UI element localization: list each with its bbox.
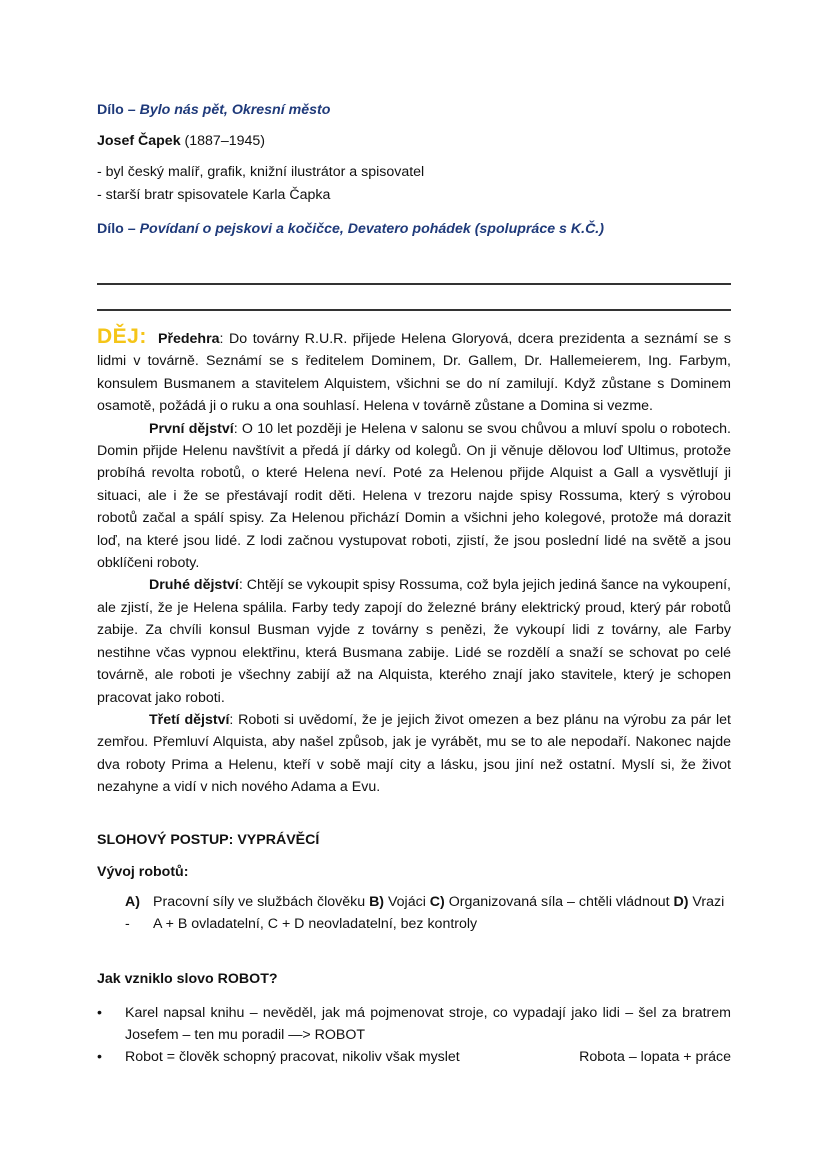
origin-item-2 bbox=[97, 1046, 731, 1068]
item-text: Karel napsal knihu – nevěděl, jak má pojmenovat stroje, co vypadají jako lidi – šel za bratrem Josefem – ten mu poradil —> ROBOT bbox=[125, 1005, 731, 1043]
list-marker: A) bbox=[125, 894, 140, 910]
inline-marker: D) bbox=[673, 894, 689, 910]
plot-act-2 bbox=[97, 574, 731, 708]
item-text: Organizovaná síla – chtěli vládnout bbox=[444, 894, 674, 910]
origin-item-1 bbox=[97, 1002, 731, 1046]
section-heading: Třetí dějství bbox=[149, 711, 230, 728]
author-years: (1887–1945) bbox=[180, 133, 265, 149]
robots-item-note bbox=[125, 913, 731, 935]
section-text: : Do továrny R.U.R. přijede Helena Gloryová, dcera prezidenta a seznámí se s lidmi v továrně. Seznámí se s ředitelem Dominem, Dr. Gallem, Dr. Hallemeierem, Ing. Farbym, konsulem Busmanem a stavitelem Alquistem, všichni se do ní zamilují. Když zůstane s Dominem osamotě, požádá ji o ruku a ona souhlasí. Helena v továrně zůstane a Domina si vezme. bbox=[97, 331, 731, 415]
author-name: Josef Čapek bbox=[97, 133, 181, 149]
style-heading: SLOHOVÝ POSTUP: VYPRÁVĚCÍ bbox=[97, 832, 320, 848]
item-text: Vojáci bbox=[384, 894, 430, 910]
plot-act-3 bbox=[97, 709, 731, 799]
divider-rule-2 bbox=[97, 309, 731, 311]
work-line-2 bbox=[97, 218, 731, 240]
dash-marker: - bbox=[125, 916, 130, 932]
section-heading: Předehra bbox=[157, 331, 220, 347]
robots-item-abcd bbox=[125, 891, 731, 913]
item-text: Vrazi bbox=[688, 894, 725, 910]
plot-prelude bbox=[97, 326, 731, 418]
section-heading: První dějství bbox=[149, 420, 234, 437]
divider-rule-1 bbox=[97, 283, 731, 285]
work-titles: Povídaní o pejskovi a kočičce, Devatero pohádek (spolupráce s K.Č.) bbox=[139, 221, 604, 237]
section-text: : O 10 let později je Helena v salonu se svou chůvou a mluví spolu o robotech. Domin přijde Helenu navštívit a předá jí dárky od kolegů. On ji věnuje dělovou loď Ultimus, protože probíhá revolta robotů, o které Helena neví. Poté za Helenou přijde Alquist a Gall a vysvětlují ji situaci, ale i že se přestávají rodit děti. Helena v trezoru najde spisy Rossuma, který s výrobou robotů začal a spálí spisy. Za Helenou přichází Domin a všichni jeho kolegové, protože má dorazit loď, na které jsou lidé. Z lodi začnou vystupovat roboti, zjistí, že jsou poslední lidé na světě a jsou obklíčeni roboty. bbox=[97, 420, 732, 572]
section-text: : Roboti si uvědomí, že je jejich život omezen a bez plánu na výrobu za pár let zemřou. Přemluví Alquista, aby našel způsob, jak je vyrábět, mu se to ale nepodaří. Nakonec najde dva roboty Prima a Helenu, kteří v sobě mají city a lásku, jsou jiní než ostatní. Myslí si, že život nezahyne a vidí v nich nového Adama a Evu. bbox=[97, 711, 731, 796]
origin-list bbox=[97, 1002, 731, 1068]
item-text: A + B ovladatelní, C + D neovladatelní, bez kontroly bbox=[153, 916, 478, 932]
item-text: Robot = člověk schopný pracovat, nikoliv však myslet bbox=[125, 1049, 460, 1065]
robots-list bbox=[125, 891, 731, 935]
bio-line-1: - byl český malíř, grafik, knižní ilustrátor a spisovatel bbox=[97, 164, 425, 180]
plot-label: DĚJ: bbox=[97, 325, 147, 348]
robots-heading: Vývoj robotů: bbox=[97, 864, 189, 880]
origin-heading: Jak vzniklo slovo ROBOT? bbox=[97, 971, 278, 987]
right-note: Robota – lopata + práce bbox=[579, 1049, 731, 1065]
bullet-icon: • bbox=[97, 1049, 102, 1065]
work-line-1 bbox=[97, 99, 731, 121]
work-label: Dílo – bbox=[97, 102, 140, 118]
item-text: Pracovní síly ve službách člověku bbox=[153, 894, 370, 910]
section-heading: Druhé dějství bbox=[149, 577, 239, 594]
plot-act-1 bbox=[97, 418, 731, 575]
author-line bbox=[97, 130, 731, 152]
bio-line-2: - starší bratr spisovatele Karla Čapka bbox=[97, 187, 331, 203]
section-text: : Chtějí se vykoupit spisy Rossuma, což byla jejich jediná šance na vykoupení, ale zjistí, že je Helena spálila. Farby tedy zapojí do železné brány elektrický proud, který pár robotů zabije. Za chvíli konsul Busman vyjde z továrny s penězi, že vykoupí lidi z továrny, ale Farby nestihne včas vypnou elektřinu, která Busmana zabije. Lidé se rozdělí a snaží se schovat po celé továrně, ale roboti je všechny zabijí až na Alquista, kterého znají jako stavitele, který je schopen pracovat jako roboti. bbox=[97, 577, 731, 706]
bullet-icon: • bbox=[97, 1005, 102, 1021]
work-label: Dílo – bbox=[97, 221, 140, 237]
inline-marker: B) bbox=[369, 894, 385, 910]
plot-section bbox=[97, 326, 731, 799]
inline-marker: C) bbox=[429, 894, 445, 910]
work-titles: Bylo nás pět, Okresní město bbox=[139, 102, 331, 118]
